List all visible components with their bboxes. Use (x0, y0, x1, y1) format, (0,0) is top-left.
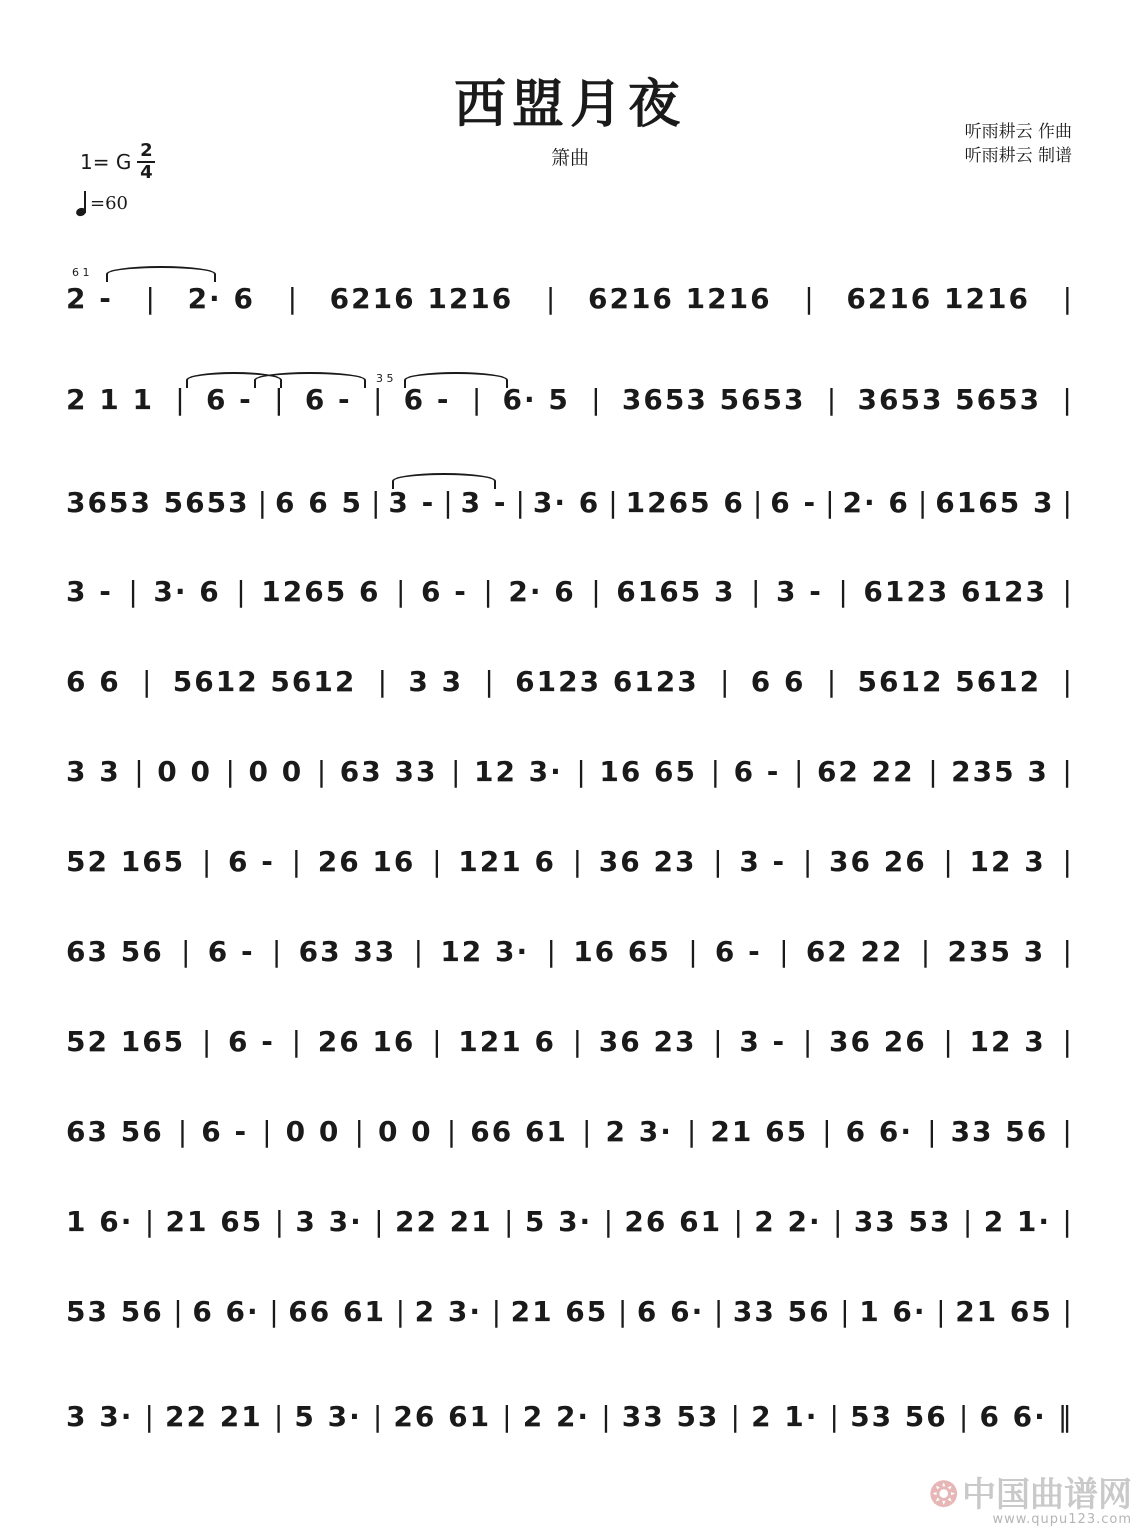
measure: 16 65 (573, 935, 671, 968)
barline: | (1062, 935, 1072, 968)
measure: 1 6· (66, 1205, 134, 1238)
measure: 21 65 (710, 1115, 809, 1148)
barline: | (591, 575, 601, 608)
measure: 26 16 (317, 1025, 416, 1058)
barline: | (262, 1115, 272, 1148)
measure: 3653 5653 (66, 486, 250, 519)
barline: | (840, 1295, 850, 1328)
barline: | (572, 1025, 583, 1058)
barline: | (804, 282, 814, 315)
barline: | (269, 1295, 279, 1328)
barline: | (446, 1115, 457, 1148)
barline: | (928, 755, 938, 788)
measure: 62 22 (816, 755, 915, 788)
barline: | (1062, 845, 1072, 878)
score-row (66, 935, 1072, 968)
barline: | (180, 935, 191, 968)
score-row (66, 1205, 1072, 1238)
measure: 6 - (228, 1025, 275, 1058)
barline: | (316, 755, 327, 788)
measure: 6 6· (845, 1115, 914, 1148)
barline: | (396, 575, 406, 608)
measure: 26 61 (624, 1205, 723, 1238)
barline: | (483, 575, 493, 608)
measure: 6· 5 (502, 383, 570, 416)
measure: 5 3· (524, 1205, 593, 1238)
score-row (66, 1115, 1072, 1148)
barline: | (257, 486, 268, 519)
grace-note: 6 1 (72, 266, 90, 279)
measure: 53 56 (66, 1295, 164, 1328)
barline: | (291, 845, 302, 878)
barline: | (1062, 665, 1072, 698)
barline: | (432, 845, 442, 878)
measure: 5612 5612 (172, 665, 357, 698)
measure: 2 1· (751, 1400, 819, 1433)
key-signature (80, 142, 155, 182)
score-title: 西盟月夜 (453, 75, 686, 135)
measure: 6165 3 (616, 575, 736, 608)
measure: 16 65 (599, 755, 698, 788)
barline: | (752, 486, 763, 519)
barline: | (144, 1400, 154, 1433)
measure: 6216 1216 (846, 282, 1030, 315)
barline: | (1062, 383, 1072, 416)
measure: 6 - (403, 383, 451, 416)
measure: 6 6 (750, 665, 806, 698)
measure: 21 65 (955, 1295, 1053, 1328)
barline: | (201, 1025, 212, 1058)
measure: 2 - (66, 282, 113, 315)
barline: | (502, 1400, 512, 1433)
measure: 3 - (739, 845, 787, 878)
credits (965, 120, 1072, 168)
barline: | (134, 755, 144, 788)
slur (392, 473, 496, 489)
tempo-value: =60 (90, 192, 128, 214)
measure: 33 53 (621, 1400, 720, 1433)
barline: | (826, 383, 837, 416)
barline: | (354, 1115, 364, 1148)
measure: 3 - (66, 575, 113, 608)
barline: | (958, 1400, 969, 1433)
measure: 33 56 (732, 1295, 831, 1328)
barline: | (730, 1400, 740, 1433)
barline: | (688, 935, 698, 968)
measure: 2 2· (522, 1400, 591, 1433)
barline: | (833, 1205, 843, 1238)
barline: | (581, 1115, 592, 1148)
measure: 0 0 (157, 755, 212, 788)
measure: 36 23 (598, 1025, 697, 1058)
measure: 2 3· (605, 1115, 673, 1148)
barline: | (603, 1205, 614, 1238)
measure: 12 3· (440, 935, 530, 968)
measure: 53 56 (850, 1400, 948, 1433)
measure: 6123 6123 (863, 575, 1047, 608)
measure: 3· 6 (153, 575, 221, 608)
barline: | (601, 1400, 611, 1433)
measure: 121 6 (458, 1025, 556, 1058)
barline: | (572, 845, 583, 878)
measure: 6 - (770, 486, 818, 519)
measure: 3 - (460, 486, 508, 519)
measure: 12 3 (969, 845, 1046, 878)
measure: 6216 1216 (329, 282, 514, 315)
barline: | (144, 1205, 155, 1238)
composer-credit: 听雨耕云 作曲 (964, 122, 1072, 142)
time-bottom: 4 (140, 162, 153, 183)
slur (106, 266, 216, 282)
barline: | (943, 1025, 953, 1058)
barline: | (1062, 1025, 1072, 1058)
measure: 2· 6 (842, 486, 910, 519)
measure: 1265 6 (625, 486, 745, 519)
measure: 63 33 (339, 755, 438, 788)
measure: 2· 6 (508, 575, 576, 608)
barline: | (829, 1400, 839, 1433)
key-label: 1= G (80, 150, 132, 174)
measure: 3653 5653 (621, 383, 806, 416)
measure: 6 - (205, 383, 253, 416)
measure: 6 - (228, 845, 275, 878)
measure: 26 16 (317, 845, 416, 878)
grace-note: 3 5 (376, 372, 394, 385)
barline: | (287, 282, 298, 315)
barline: | (372, 383, 383, 416)
score-row (66, 755, 1072, 788)
barline: | (710, 755, 721, 788)
score-row (66, 1025, 1072, 1058)
measure: 66 61 (470, 1115, 568, 1148)
barline: | (576, 755, 586, 788)
measure: 3 3 (66, 755, 121, 788)
measure: 33 53 (853, 1205, 952, 1238)
measure: 2· 6 (187, 282, 255, 315)
measure: 21 65 (510, 1295, 609, 1328)
barline: | (713, 1295, 724, 1328)
measure: 52 165 (66, 845, 186, 878)
measure: 6 - (304, 383, 352, 416)
barline: | (370, 486, 381, 519)
measure: 2 2· (754, 1205, 822, 1238)
barline: | (432, 1025, 442, 1058)
barline: | (1062, 486, 1072, 519)
barline: | (826, 665, 837, 698)
quarter-note-icon (76, 190, 88, 216)
barline: | (825, 486, 835, 519)
measure: 3 3· (66, 1400, 134, 1433)
barline: | (271, 935, 282, 968)
measure: 6 6 (66, 665, 121, 698)
arranger-credit: 听雨耕云 制谱 (964, 146, 1072, 166)
barline: | (413, 935, 424, 968)
barline: | (395, 1295, 406, 1328)
barline: | (802, 845, 813, 878)
measure: 36 26 (829, 845, 927, 878)
measure: 3 3 (408, 665, 464, 698)
measure: 3 - (388, 486, 436, 519)
measure: 0 0 (248, 755, 304, 788)
barline: | (484, 665, 494, 698)
score-row (66, 575, 1072, 608)
barline: | (236, 575, 246, 608)
barline: | (617, 1295, 628, 1328)
measure: 22 21 (165, 1400, 263, 1433)
barline: | (515, 486, 525, 519)
measure: 2 1· (983, 1205, 1052, 1238)
watermark-url: www.qupu123.com (992, 1512, 1132, 1527)
tempo-marking (76, 190, 128, 216)
slur (404, 372, 508, 388)
barline: | (471, 383, 482, 416)
measure: 3 - (739, 1025, 787, 1058)
barline: | (504, 1205, 514, 1238)
barline: | (802, 1025, 813, 1058)
barline: | (145, 282, 155, 315)
measure: 6 6 5 (275, 486, 363, 519)
measure: 63 56 (66, 1115, 164, 1148)
measure: 33 56 (950, 1115, 1049, 1148)
barline: | (274, 383, 284, 416)
barline: | (591, 383, 601, 416)
barline: | (779, 935, 789, 968)
barline: | (443, 486, 453, 519)
time-top: 2 (140, 140, 153, 161)
barline: | (173, 1295, 183, 1328)
measure: 12 3 (969, 1025, 1046, 1058)
measure: 36 26 (829, 1025, 927, 1058)
measure: 6 6· (979, 1400, 1047, 1433)
barline: | (838, 575, 848, 608)
time-signature (137, 142, 155, 182)
measure: 6216 1216 (587, 282, 772, 315)
measure: 62 22 (805, 935, 904, 968)
logo-icon: ❂ (929, 1475, 958, 1515)
measure: 5612 5612 (857, 665, 1042, 698)
barline: | (225, 755, 235, 788)
watermark-site: 中国曲谱网 (962, 1475, 1132, 1515)
barline: | (175, 383, 185, 416)
barline: | (733, 1205, 743, 1238)
barline: | (1062, 575, 1072, 608)
measure: 1265 6 (261, 575, 381, 608)
barline: | (1062, 282, 1072, 315)
watermark (930, 1467, 1133, 1527)
measure: 2 3· (414, 1295, 482, 1328)
measure: 235 3 (951, 755, 1049, 788)
score-row (66, 1400, 1072, 1433)
barline: | (545, 282, 556, 315)
score-row (66, 282, 1072, 315)
measure: 6 - (207, 935, 255, 968)
measure: 6 - (420, 575, 468, 608)
measure: 3653 5653 (857, 383, 1042, 416)
barline: | (793, 755, 804, 788)
barline: | (1062, 1205, 1072, 1238)
barline: | (920, 935, 931, 968)
barline: | (450, 755, 461, 788)
barline: | (177, 1115, 188, 1148)
barline: | (917, 486, 928, 519)
barline: | (377, 665, 388, 698)
barline: | (491, 1295, 501, 1328)
barline: | (372, 1400, 383, 1433)
barline: | (822, 1115, 832, 1148)
measure: 6 - (201, 1115, 249, 1148)
measure: 6165 3 (935, 486, 1055, 519)
barline: | (608, 486, 618, 519)
score-row (66, 1295, 1072, 1328)
measure: 3 - (775, 575, 823, 608)
slur (254, 372, 366, 388)
barline: | (128, 575, 138, 608)
barline: | (713, 845, 723, 878)
measure: 2 1 1 (66, 383, 154, 416)
measure: 52 165 (66, 1025, 186, 1058)
barline: | (962, 1205, 973, 1238)
barline: | (1062, 755, 1072, 788)
measure: 36 23 (598, 845, 697, 878)
measure: 6 6· (192, 1295, 260, 1328)
measure: 5 3· (294, 1400, 362, 1433)
measure: 6 - (733, 755, 781, 788)
barline: ‖ (1057, 1400, 1072, 1433)
measure: 3· 6 (532, 486, 601, 519)
measure: 6123 6123 (515, 665, 699, 698)
watermark-logo (930, 1467, 1133, 1516)
barline: | (686, 1115, 697, 1148)
measure: 6 - (714, 935, 762, 968)
barline: | (1062, 1115, 1072, 1148)
measure: 0 0 (377, 1115, 433, 1148)
barline: | (1062, 1295, 1072, 1328)
barline: | (750, 575, 761, 608)
score-subtitle: 箫曲 (550, 147, 589, 169)
barline: | (927, 1115, 937, 1148)
measure: 22 21 (394, 1205, 493, 1238)
barline: | (291, 1025, 302, 1058)
measure: 0 0 (285, 1115, 341, 1148)
measure: 235 3 (947, 935, 1046, 968)
measure: 21 65 (165, 1205, 264, 1238)
measure: 12 3· (473, 755, 563, 788)
score-row (66, 845, 1072, 878)
barline: | (943, 845, 953, 878)
barline: | (936, 1295, 946, 1328)
score-row (66, 665, 1072, 698)
measure: 3 3· (295, 1205, 363, 1238)
measure: 63 56 (66, 935, 164, 968)
measure: 1 6· (859, 1295, 927, 1328)
barline: | (201, 845, 212, 878)
score-row (66, 486, 1072, 519)
barline: | (546, 935, 556, 968)
barline: | (374, 1205, 384, 1238)
barline: | (713, 1025, 723, 1058)
barline: | (142, 665, 152, 698)
barline: | (273, 1400, 284, 1433)
measure: 6 6· (636, 1295, 705, 1328)
barline: | (274, 1205, 285, 1238)
measure: 63 33 (298, 935, 397, 968)
measure: 66 61 (288, 1295, 386, 1328)
barline: | (720, 665, 730, 698)
measure: 26 61 (393, 1400, 492, 1433)
measure: 121 6 (458, 845, 556, 878)
